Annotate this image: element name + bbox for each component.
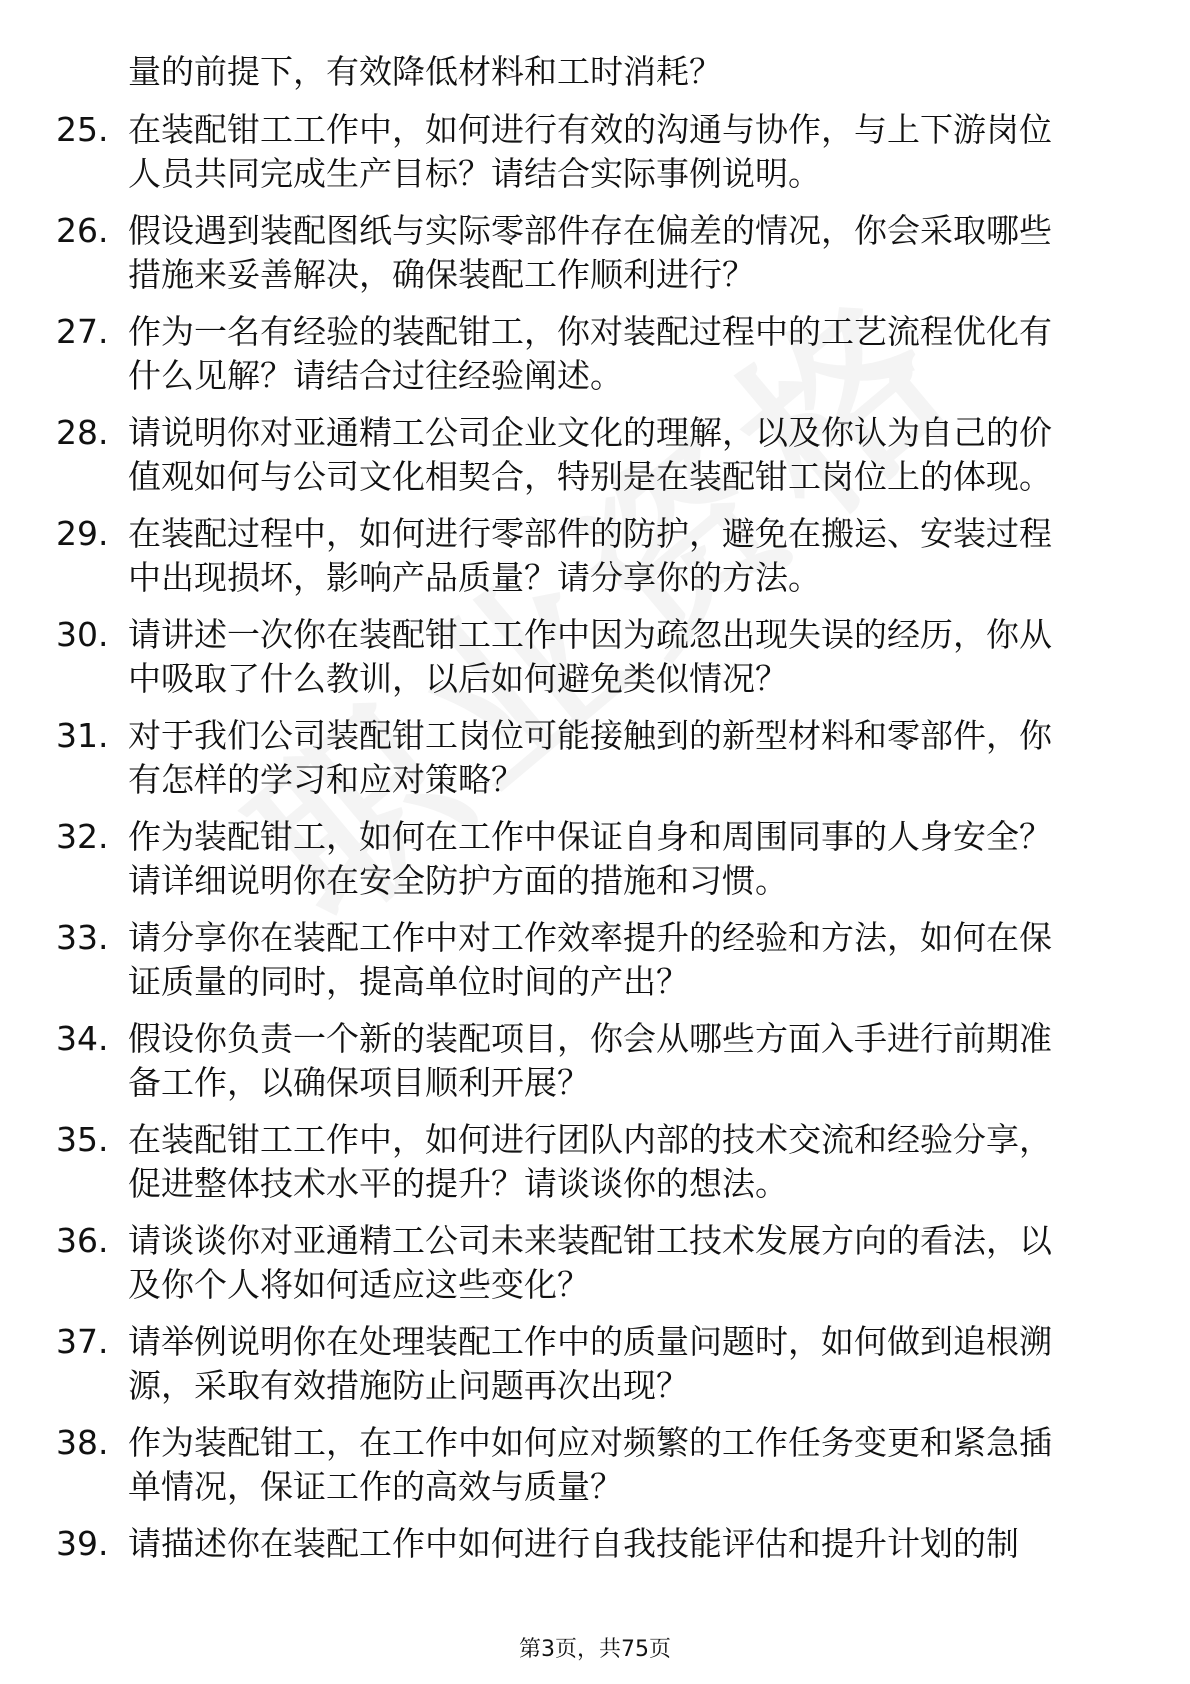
question-number: 25.	[56, 110, 109, 149]
question-item	[56, 1421, 1106, 1509]
question-number: 31.	[56, 716, 109, 755]
question-text: 请说明你对亚通精工公司企业文化的理解，以及你认为自己的价 值观如何与公司文化相契合，特别是在装配钳工岗位上的体现。	[128, 413, 1052, 496]
question-item	[56, 108, 1106, 196]
question-item	[56, 1522, 1106, 1566]
question-text: 在装配钳工工作中，如何进行团队内部的技术交流和经验分享， 促进整体技术水平的提升？请谈谈你的想法。	[128, 1120, 1052, 1203]
question-item	[56, 613, 1106, 701]
question-text: 请谈谈你对亚通精工公司未来装配钳工技术发展方向的看法，以 及你个人将如何适应这些变化？	[128, 1221, 1052, 1304]
question-number: 33.	[56, 918, 109, 957]
question-number: 35.	[56, 1120, 109, 1159]
question-item	[56, 310, 1106, 398]
question-item	[56, 411, 1106, 499]
question-number: 39.	[56, 1524, 109, 1563]
question-number: 29.	[56, 514, 109, 553]
question-item	[56, 1320, 1106, 1408]
question-number: 36.	[56, 1221, 109, 1260]
question-list	[56, 50, 1106, 1579]
question-item	[56, 1017, 1106, 1105]
question-number: 28.	[56, 413, 109, 452]
question-number: 26.	[56, 211, 109, 250]
question-text: 作为装配钳工，在工作中如何应对频繁的工作任务变更和紧急插 单情况，保证工作的高效与质量？	[128, 1423, 1052, 1506]
question-text: 请分享你在装配工作中对工作效率提升的经验和方法，如何在保 证质量的同时，提高单位时间的产出？	[128, 918, 1052, 1001]
question-text: 作为装配钳工，如何在工作中保证自身和周围同事的人身安全？ 请详细说明你在安全防护方面的措施和习惯。	[128, 817, 1052, 900]
question-item	[56, 815, 1106, 903]
question-text: 在装配过程中，如何进行零部件的防护，避免在搬运、安装过程 中出现损坏，影响产品质量？请分享你的方法。	[128, 514, 1052, 597]
question-item	[56, 714, 1106, 802]
question-text: 对于我们公司装配钳工岗位可能接触到的新型材料和零部件，你 有怎样的学习和应对策略？	[128, 716, 1052, 799]
question-text: 作为一名有经验的装配钳工，你对装配过程中的工艺流程优化有 什么见解？请结合过往经验阐述。	[128, 312, 1052, 395]
question-text: 请举例说明你在处理装配工作中的质量问题时，如何做到追根溯 源，采取有效措施防止问题再次出现？	[128, 1322, 1052, 1405]
question-text: 假设你负责一个新的装配项目，你会从哪些方面入手进行前期准 备工作，以确保项目顺利开展？	[128, 1019, 1052, 1102]
question-item	[56, 1118, 1106, 1206]
question-number: 27.	[56, 312, 109, 351]
question-text: 请描述你在装配工作中如何进行自我技能评估和提升计划的制	[128, 1524, 1019, 1563]
continued-text: 量的前提下，有效降低材料和工时消耗？	[128, 52, 722, 91]
page-number-footer: 第3页，共75页	[519, 1637, 671, 1662]
question-item	[56, 512, 1106, 600]
question-item	[56, 916, 1106, 1004]
question-item	[56, 209, 1106, 297]
question-number: 34.	[56, 1019, 109, 1058]
question-number: 32.	[56, 817, 109, 856]
question-number: 38.	[56, 1423, 109, 1462]
question-number: 37.	[56, 1322, 109, 1361]
question-text: 请讲述一次你在装配钳工工作中因为疏忽出现失误的经历，你从 中吸取了什么教训，以后如何避免类似情况？	[128, 615, 1052, 698]
question-item	[56, 1219, 1106, 1307]
question-text: 假设遇到装配图纸与实际零部件存在偏差的情况，你会采取哪些 措施来妥善解决，确保装配工作顺利进行？	[128, 211, 1052, 294]
question-text: 在装配钳工工作中，如何进行有效的沟通与协作，与上下游岗位 人员共同完成生产目标？请结合实际事例说明。	[128, 110, 1052, 193]
question-number: 30.	[56, 615, 109, 654]
